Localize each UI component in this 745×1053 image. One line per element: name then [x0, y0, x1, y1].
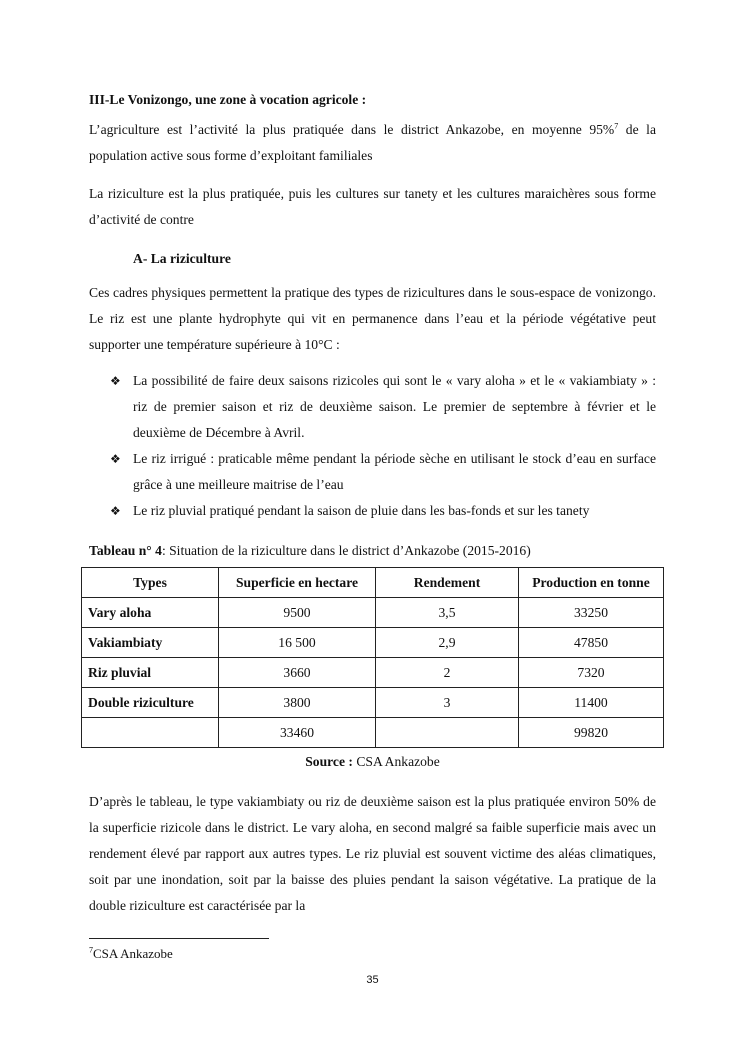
cell-type: Riz pluvial — [82, 658, 219, 688]
footnote — [89, 944, 173, 964]
cell-rendement: 2 — [376, 658, 519, 688]
cell-production: 33250 — [519, 598, 664, 628]
cell-superficie: 3800 — [219, 688, 376, 718]
paragraph-agriculture-text: L’agriculture est l’activité la plus pratiquée dans le district Ankazobe, en moyenne 95% — [89, 122, 615, 137]
cell-type — [82, 718, 219, 748]
list-item — [110, 368, 656, 446]
table-row — [82, 628, 664, 658]
header-types: Types — [82, 568, 219, 598]
table-row — [82, 598, 664, 628]
page-number: 35 — [366, 974, 379, 986]
paragraph-cadres-physiques: Ces cadres physiques permettent la pratique des types de rizicultures dans le sous-espace de vonizongo. Le riz est une plante hydrophyte qui vit en permanence dans l’eau et la période végétative peut supporter une température supérieure à 10°C : — [89, 285, 656, 352]
bullet-list — [110, 368, 656, 524]
table-header-row — [82, 568, 664, 598]
cell-type: Vary aloha — [82, 598, 219, 628]
diamond-bullet-icon: ❖ — [110, 374, 121, 388]
cell-rendement: 3,5 — [376, 598, 519, 628]
cell-type: Double riziculture — [82, 688, 219, 718]
paragraph-agriculture-text-end: de la population active sous forme d’exploitant familiales — [89, 122, 656, 163]
cell-production: 11400 — [519, 688, 664, 718]
diamond-bullet-icon: ❖ — [110, 452, 121, 466]
list-item-text: Le riz irrigué : praticable même pendant la période sèche en utilisant le stock d’eau en surface grâce à une meilleure maitrise de l’eau — [133, 451, 656, 492]
cell-rendement — [376, 718, 519, 748]
paragraph-agriculture — [89, 117, 656, 169]
table-source — [0, 752, 745, 772]
table-caption — [89, 538, 656, 564]
cell-superficie: 3660 — [219, 658, 376, 688]
paragraph-analysis: D’après le tableau, le type vakiambiaty ou riz de deuxième saison est la plus pratiquée environ 50% de la superficie rizicole dans le district. Le vary aloha, en second malgré sa faible superficie mais avec un rendement élevé par rapport aux autres types. Le riz pluvial est souvent victime des aléas climatiques, soit par une inondation, soit par la baisse des pluies pendant la saison végétative. La pratique de la double riziculture est caractérisée par la — [89, 794, 656, 913]
source-label: Source : — [305, 754, 353, 769]
list-item-text: La possibilité de faire deux saisons rizicoles qui sont le « vary aloha » et le « vakiambiaty » : riz de premier saison et riz de deuxième saison. Le premier de septembre à février et le deuxième de Décembre à Avril. — [133, 373, 656, 440]
cell-rendement: 3 — [376, 688, 519, 718]
list-item-text: Le riz pluvial pratiqué pendant la saison de pluie dans les bas-fonds et sur les tanety — [133, 503, 590, 518]
cell-superficie: 16 500 — [219, 628, 376, 658]
subheading-riziculture: A- La riziculture — [133, 251, 231, 266]
riziculture-table — [81, 567, 664, 748]
paragraph-riziculture-intro: La riziculture est la plus pratiquée, puis les cultures sur tanety et les cultures maraichères sous forme d’activité de contre — [89, 186, 656, 227]
footnote-ref: 7 — [614, 121, 619, 131]
section-heading: III-Le Vonizongo, une zone à vocation agricole : — [89, 92, 367, 107]
footnote-text: CSA Ankazobe — [93, 946, 173, 961]
table-total-row — [82, 718, 664, 748]
table-row — [82, 658, 664, 688]
table-caption-label: Tableau n° 4 — [89, 543, 162, 558]
footnote-number: 7 — [89, 945, 93, 955]
cell-production: 47850 — [519, 628, 664, 658]
table-row — [82, 688, 664, 718]
footnote-divider — [89, 938, 269, 939]
list-item — [110, 498, 656, 524]
header-production: Production en tonne — [519, 568, 664, 598]
header-rendement: Rendement — [376, 568, 519, 598]
cell-superficie: 9500 — [219, 598, 376, 628]
cell-superficie-total: 33460 — [219, 718, 376, 748]
cell-type: Vakiambiaty — [82, 628, 219, 658]
table-caption-text: : Situation de la riziculture dans le district d’Ankazobe (2015-2016) — [161, 543, 531, 558]
cell-rendement: 2,9 — [376, 628, 519, 658]
header-superficie: Superficie en hectare — [219, 568, 376, 598]
cell-production: 7320 — [519, 658, 664, 688]
source-text: CSA Ankazobe — [352, 754, 440, 769]
list-item — [110, 446, 656, 498]
diamond-bullet-icon: ❖ — [110, 504, 121, 518]
cell-production-total: 99820 — [519, 718, 664, 748]
